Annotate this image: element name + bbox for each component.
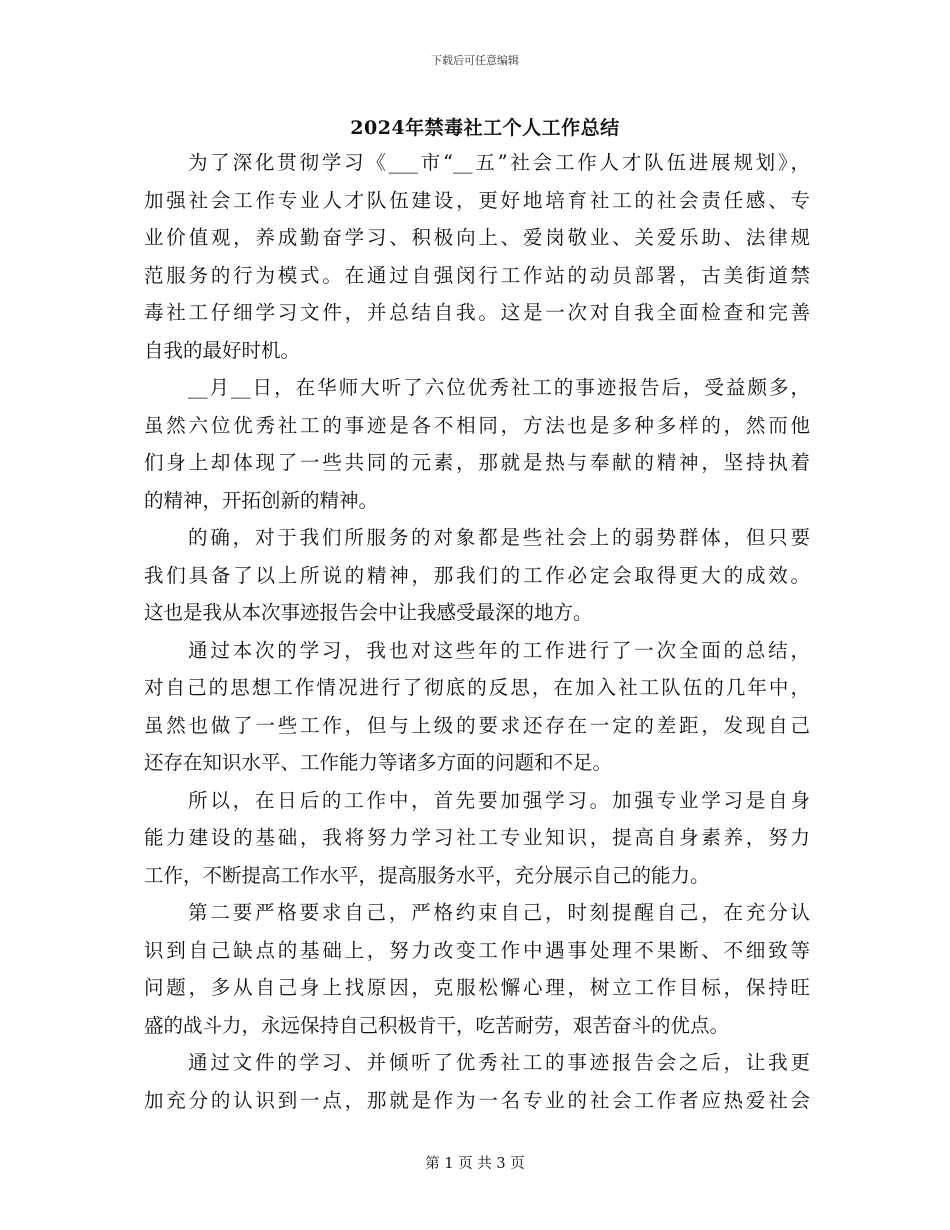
paragraph [144,894,810,1044]
paragraph-line: 为了深化贯彻学习《___市“__五”社会工作人才队伍进展规划》， [188,151,810,174]
paragraph-line: 虽然也做了一些工作，但与上级的要求还存在一定的差距，发现自己 [144,713,810,737]
paragraph-line: 自我的最好时机。 [144,338,301,362]
paragraph-line: 加强社会工作专业人才队伍建设，更好地培育社工的社会责任感、专 [144,188,810,212]
paragraph-line: 的精神，开拓创新的精神。 [144,488,379,512]
paragraph [144,519,810,632]
paragraph-line: 对自己的思想工作情况进行了彻底的反思，在加入社工队伍的几年中， [144,676,810,699]
paragraph-line: 业价值观，养成勤奋学习、积极向上、爱岗敬业、关爱乐助、法律规 [144,226,810,249]
paragraph-line: 问题，多从自己身上找原因，克服松懈心理，树立工作目标，保持旺 [144,976,810,999]
paragraph-line: 识到自己缺点的基础上，努力改变工作中遇事处理不果断、不细致等 [144,938,810,962]
paragraph-line: 的确，对于我们所服务的对象都是些社会上的弱势群体，但只要 [188,526,810,549]
paragraph [144,369,810,519]
document-body [144,144,810,1119]
paragraph-line: 所以，在日后的工作中，首先要加强学习。加强专业学习是自身 [188,788,810,812]
paragraph-line: 盛的战斗力，永远保持自己积极肯干，吃苦耐劳，艰苦奋斗的优点。 [144,1013,730,1037]
paragraph [144,144,810,369]
paragraph-line: 还存在知识水平、工作能力等诸多方面的问题和不足。 [144,751,613,774]
paragraph-line: 能力建设的基础，我将努力学习社工专业知识，提高自身素养，努力 [144,826,810,849]
paragraph-line: 虽然六位优秀社工的事迹是各不相同，方法也是多种多样的，然而他 [144,413,810,437]
header-note: 下载后可任意编辑 [431,54,519,67]
paragraph-line: 这也是我从本次事迹报告会中让我感受最深的地方。 [144,601,593,624]
paragraph [144,782,810,895]
paragraph-line: 加充分的认识到一点，那就是作为一名专业的社会工作者应热爱社会 [144,1088,810,1112]
paragraph-line: 通过文件的学习、并倾听了优秀社工的事迹报告会之后，让我更 [188,1051,810,1074]
paragraph-line: 通过本次的学习，我也对这些年的工作进行了一次全面的总结， [188,638,810,662]
paragraph [144,632,810,782]
paragraph-line: __月__日，在华师大听了六位优秀社工的事迹报告后，受益颇多， [188,376,810,399]
paragraph-line: 毒社工仔细学习文件，并总结自我。这是一次对自我全面检查和完善 [144,301,810,324]
paragraph-line: 们身上却体现了一些共同的元素，那就是热与奉献的精神，坚持执着 [144,451,810,474]
paragraph [144,1044,810,1119]
paragraph-line: 工作，不断提高工作水平，提高服务水平，充分展示自己的能力。 [144,863,710,887]
paragraph-line: 第二要严格要求自己，严格约束自己，时刻提醒自己，在充分认 [188,901,810,924]
paragraph-line: 范服务的行为模式。在通过自强闵行工作站的动员部署，古美街道禁 [144,263,810,287]
document-title: 2024年禁毒社工个人工作总结 [350,117,620,139]
paragraph-line: 我们具备了以上所说的精神，那我们的工作必定会取得更大的成效。 [144,563,810,587]
page-footer: 第 1 页 共 3 页 [425,1156,525,1172]
